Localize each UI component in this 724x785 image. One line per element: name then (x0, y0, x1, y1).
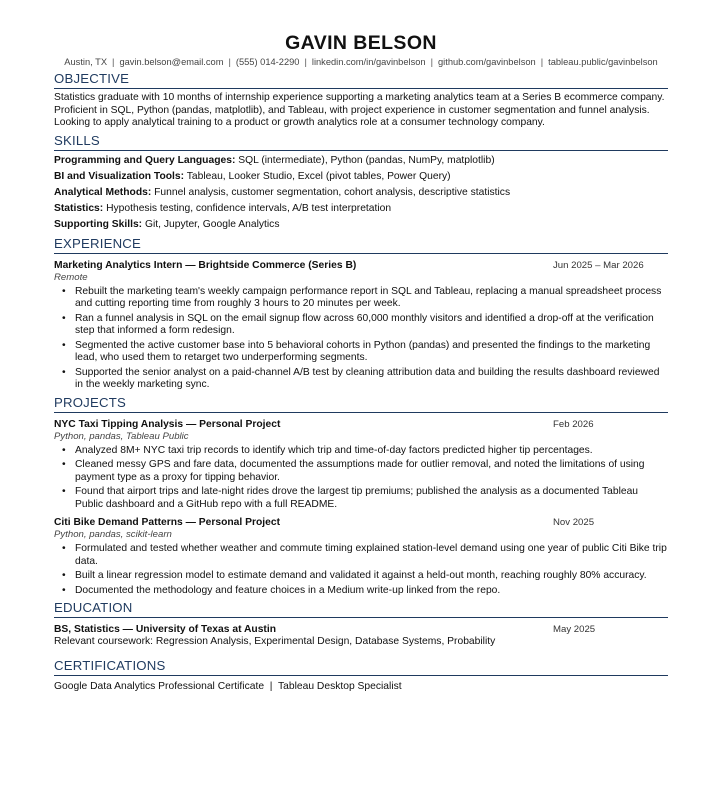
bullet-item: • Ran a funnel analysis in SQL on the email signup flow across 60,000 monthly visitors and identified a drop-off at the verification step that informed a form redesign. (75, 313, 668, 338)
degree: BS, Statistics — University of Texas at Austin (54, 624, 277, 636)
project-bullets (54, 543, 668, 597)
contact-separator: | (228, 57, 231, 67)
candidate-name: GAVIN BELSON (285, 32, 437, 54)
section-heading-objective: OBJECTIVE (54, 70, 668, 89)
skill-label: Supporting Skills: (54, 218, 143, 230)
skill-value: Git, Jupyter, Google Analytics (142, 218, 280, 230)
section-heading-certifications: CERTIFICATIONS (54, 657, 668, 676)
skill-value: SQL (intermediate), Python (pandas, NumPy, matplotlib) (235, 154, 495, 166)
skill-label: BI and Visualization Tools: (54, 170, 185, 182)
skill-value: Hypothesis testing, confidence intervals, A/B test interpretation (103, 202, 392, 214)
project-entry-header (54, 418, 668, 431)
contact-phone: (555) 014-2290 (235, 57, 300, 67)
certifications-text: Google Data Analytics Professional Certificate | Tableau Desktop Specialist (54, 680, 402, 692)
experience-entry-header (54, 259, 668, 272)
skill-row (54, 201, 668, 217)
contact-tableau: tableau.public/gavinbelson (548, 57, 658, 67)
contact-separator: | (112, 57, 115, 67)
skills-section (54, 132, 668, 233)
section-heading-education: EDUCATION (54, 599, 668, 618)
skill-row (54, 153, 668, 169)
job-title: Marketing Analytics Intern — Brightside Commerce (Series B) (54, 259, 357, 271)
contact-email: gavin.belson@email.com (119, 57, 224, 67)
education-section (54, 599, 668, 649)
skill-label: Statistics: (54, 202, 104, 214)
bullet-item: • Found that airport trips and late-night rides drove the largest tip premiums; published the analysis as a documented Tableau Public dashboard and a GitHub repo with a full README. (75, 486, 668, 511)
projects-section (54, 394, 668, 597)
project-bullets (54, 445, 668, 511)
contact-linkedin: linkedin.com/in/gavinbelson (311, 57, 426, 67)
bullet-item: • Rebuilt the marketing team's weekly campaign performance report in SQL and Tableau, replacing a manual spreadsheet process and cutting reporting time from roughly 3 hours to 20 minutes per week. (75, 286, 668, 311)
bullet-item: • Built a linear regression model to estimate demand and validated it against a held-out month, reaching roughly 80% accuracy. (75, 570, 668, 582)
contact-separator: | (430, 57, 433, 67)
project-entry-header (54, 516, 668, 529)
bullet-item: • Formulated and tested whether weather and commute timing explained station-level demand using one year of public Citi Bike trip data. (75, 543, 668, 568)
graduation-date: May 2025 (553, 624, 596, 636)
skill-row (54, 169, 668, 185)
contact-line (54, 56, 668, 68)
contact-location: Austin, TX (64, 57, 108, 67)
coursework: Relevant coursework: Regression Analysis, Experimental Design, Database Systems, Probability (54, 636, 496, 648)
job-dates: Jun 2025 – Mar 2026 (553, 259, 644, 271)
certifications-section (54, 657, 668, 694)
project-tools: Python, pandas, scikit-learn (54, 529, 172, 541)
skill-value: Funnel analysis, customer segmentation, cohort analysis, descriptive statistics (151, 186, 511, 198)
skill-row (54, 217, 668, 233)
bullet-item: • Supported the senior analyst on a paid-channel A/B test by cleaning attribution data and building the results dashboard reviewed in the weekly marketing sync. (75, 367, 668, 392)
skill-label: Programming and Query Languages: (54, 154, 236, 166)
section-heading-projects: PROJECTS (54, 394, 668, 413)
bullet-item: • Cleaned messy GPS and fare data, documented the assumptions made for outlier removal, and noted the limitations of using payment type as a proxy for tipping behavior. (75, 459, 668, 484)
bullet-item: • Analyzed 8M+ NYC taxi trip records to identify which trip and time-of-day factors predicted higher tip percentages. (75, 445, 668, 457)
contact-github: github.com/gavinbelson (438, 57, 536, 67)
skill-value: Tableau, Looker Studio, Excel (pivot tables, Power Query) (184, 170, 451, 182)
objective-text: Statistics graduate with 10 months of internship experience supporting a marketing analytics team at a Series B ecommerce company. Proficient in SQL, Python (pandas, matplotlib), and Tableau, with project experience in customer segmentation and funnel analysis. Looking to apply analytical training to a product or growth analytics role at a consumer technology company. (54, 92, 665, 129)
contact-separator: | (540, 57, 544, 67)
project-title: Citi Bike Demand Patterns — Personal Project (54, 517, 281, 529)
project-date: Nov 2025 (553, 517, 595, 529)
skills-list (54, 153, 668, 233)
project-date: Feb 2026 (553, 418, 594, 430)
experience-section (54, 235, 668, 392)
contact-separator: | (304, 57, 307, 67)
section-heading-skills: SKILLS (54, 132, 668, 151)
skill-label: Analytical Methods: (54, 186, 152, 198)
education-entry-header (54, 623, 668, 636)
job-location: Remote (54, 271, 88, 283)
bullet-item: • Segmented the active customer base into 5 behavioral cohorts in Python (pandas) and presented the findings to the marketing lead, who used them to retarget two underperforming segments. (75, 340, 668, 365)
section-heading-experience: EXPERIENCE (54, 235, 668, 254)
project-title: NYC Taxi Tipping Analysis — Personal Project (54, 418, 281, 430)
project-tools: Python, pandas, Tableau Public (54, 430, 189, 442)
objective-section (54, 70, 668, 130)
skill-row (54, 185, 668, 201)
bullet-item: • Documented the methodology and feature choices in a Medium write-up linked from the repo. (75, 585, 668, 597)
experience-bullets (54, 286, 668, 392)
